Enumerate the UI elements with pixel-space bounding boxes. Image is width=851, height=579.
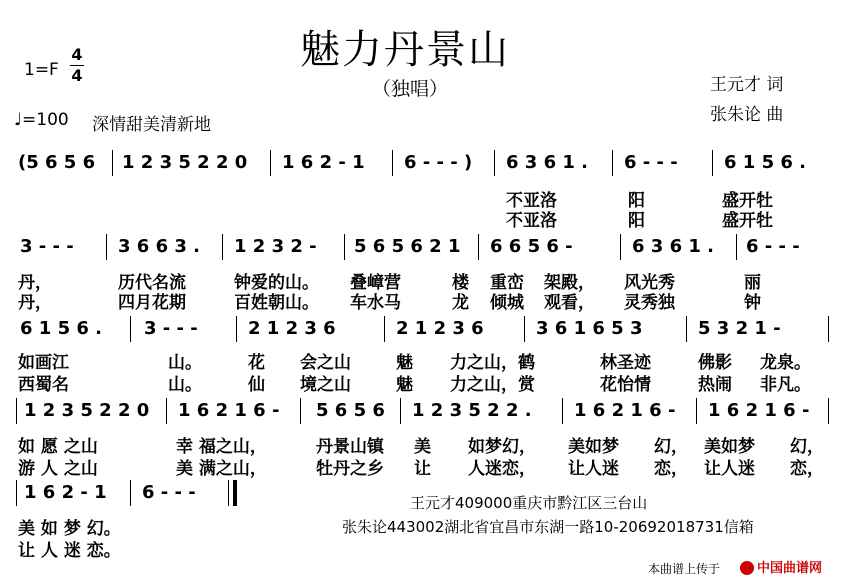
measure: 5 6 5 6 2 1 [354,236,461,257]
lyric: 龙 [452,293,469,313]
lyric: 山。 [168,353,202,373]
lyric: 龙泉。 [760,353,811,373]
song-title: 魅力丹景山 [300,27,510,73]
lyric: 如 愿 之山 [18,437,98,457]
measure: 3 - - - [20,236,74,257]
composer-credit: 张朱论 曲 [710,105,784,125]
lyric: 丹， [18,273,52,293]
lyric: 牡丹之乡 [316,459,384,479]
lyric: 恋， [654,459,688,479]
lyric: 幸 福之山， [176,437,267,457]
lyric: 历代名流 [118,273,186,293]
measure: 6 1 5 6 . [724,152,807,173]
measure: 6 - - - [746,236,800,257]
lyric: 佛影 [698,353,732,373]
lyric: 如梦幻， [468,437,536,457]
lyric: 恋， [790,459,824,479]
time-signature [70,46,84,85]
lyric: 倾城 [490,293,524,313]
measure: 1 6 2 1 6 - [708,400,810,421]
contact-line-2: 张朱论443002湖北省宜昌市东湖一路10-20692018731信箱 [342,518,754,536]
lyric: 让人迷 [568,459,619,479]
measure: 5 6 5 6 [316,400,385,421]
measure: (5 6 5 6 [18,152,96,173]
lyric: 让 [414,459,431,479]
measure: 2 1 2 3 6 [248,318,336,339]
logo-icon [740,561,754,575]
lyric: 林圣迹 [600,353,651,373]
site-logo [740,557,822,576]
measure: 6 3 6 1 . [506,152,589,173]
lyric: 百姓朝山。 [234,293,319,313]
measure: 5 3 2 1 - [698,318,781,339]
lyric: 人迷恋， [468,459,536,479]
lyric: 盛开牡 [722,191,773,211]
measure: 6 6 5 6 - [490,236,573,257]
measure: 1 6 2 1 6 - [178,400,280,421]
lyric: 灵秀独 [624,293,675,313]
lyric: 车水马 [350,293,401,313]
lyric: 非凡。 [760,375,811,395]
lyric: 观看， [544,293,595,313]
lyric: 魅 [396,375,413,395]
lyric: 魅 [396,353,413,373]
lyric: 不亚洛 [506,211,557,231]
lyric: 盛开牡 [722,211,773,231]
lyric: 重峦 [490,273,524,293]
lyric: 仙 [248,375,265,395]
lyric: 美 如 梦 幻。 [18,519,121,539]
lyric: 会之山 [300,353,351,373]
lyric: 不亚洛 [506,191,557,211]
measure: 1 6 2 1 6 - [574,400,676,421]
measure: 6 3 6 1 . [632,236,715,257]
measure: 1 2 3 5 2 2 0 [122,152,248,173]
lyric: 力之山，赏 [450,375,535,395]
measure: 2 1 2 3 6 [396,318,484,339]
lyric: 西蜀名 [18,375,69,395]
lyricist-credit: 王元才 词 [710,75,784,95]
lyric: 美 [414,437,431,457]
upload-note: 本曲谱上传于 [648,562,721,576]
contact-line-1: 王元才409000重庆市黔江区三台山 [410,494,648,512]
lyric: 美如梦 [704,437,755,457]
measure: 3 - - - [144,318,198,339]
lyric: 让 人 迷 恋。 [18,541,121,561]
measure: 3 6 6 3 . [118,236,201,257]
measure: 1 6 2 - 1 [24,482,107,503]
measure: 1 6 2 - 1 [282,152,365,173]
logo-text: 中国曲谱网 [757,561,823,576]
tempo-mark: ♩=100 [14,110,69,130]
lyric: 山。 [168,375,202,395]
lyric: 如画江 [18,353,69,373]
lyric: 丹景山镇 [316,437,384,457]
expression-mark: 深情甜美清新地 [92,115,211,135]
lyric: 丹， [18,293,52,313]
time-bottom: 4 [71,66,83,85]
lyric: 力之山，鹤 [450,353,535,373]
measure: 6 - - - [142,482,196,503]
lyric: 楼 [452,273,469,293]
lyric: 游 人 之山 [18,459,98,479]
time-top: 4 [71,45,83,64]
lyric: 丽 [744,273,761,293]
key-signature: 1=F [24,60,59,80]
lyric: 阳 [628,191,645,211]
lyric: 风光秀 [624,273,675,293]
measure: 1 2 3 2 - [234,236,317,257]
lyric: 叠嶂营 [350,273,401,293]
lyric: 钟 [744,293,761,313]
lyric: 幻， [790,437,824,457]
lyric: 境之山 [300,375,351,395]
measure: 1 2 3 5 2 2 0 [24,400,150,421]
lyric: 花 [248,353,265,373]
measure: 1 2 3 5 2 2 . [412,400,532,421]
lyric: 四月花期 [118,293,186,313]
song-subtitle: （独唱） [372,78,449,100]
lyric: 美如梦 [568,437,619,457]
lyric: 美 满之山， [176,459,267,479]
measure: 6 1 5 6 . [20,318,103,339]
measure: 6 - - - [624,152,678,173]
lyric: 阳 [628,211,645,231]
lyric: 让人迷 [704,459,755,479]
lyric: 花怡情 [600,375,651,395]
lyric: 幻， [654,437,688,457]
lyric: 钟爱的山。 [234,273,319,293]
lyric: 架殿， [544,273,595,293]
measure: 6 - - - ) [404,152,473,173]
measure: 3 6 1 6 5 3 [536,318,643,339]
lyric: 热闹 [698,375,732,395]
